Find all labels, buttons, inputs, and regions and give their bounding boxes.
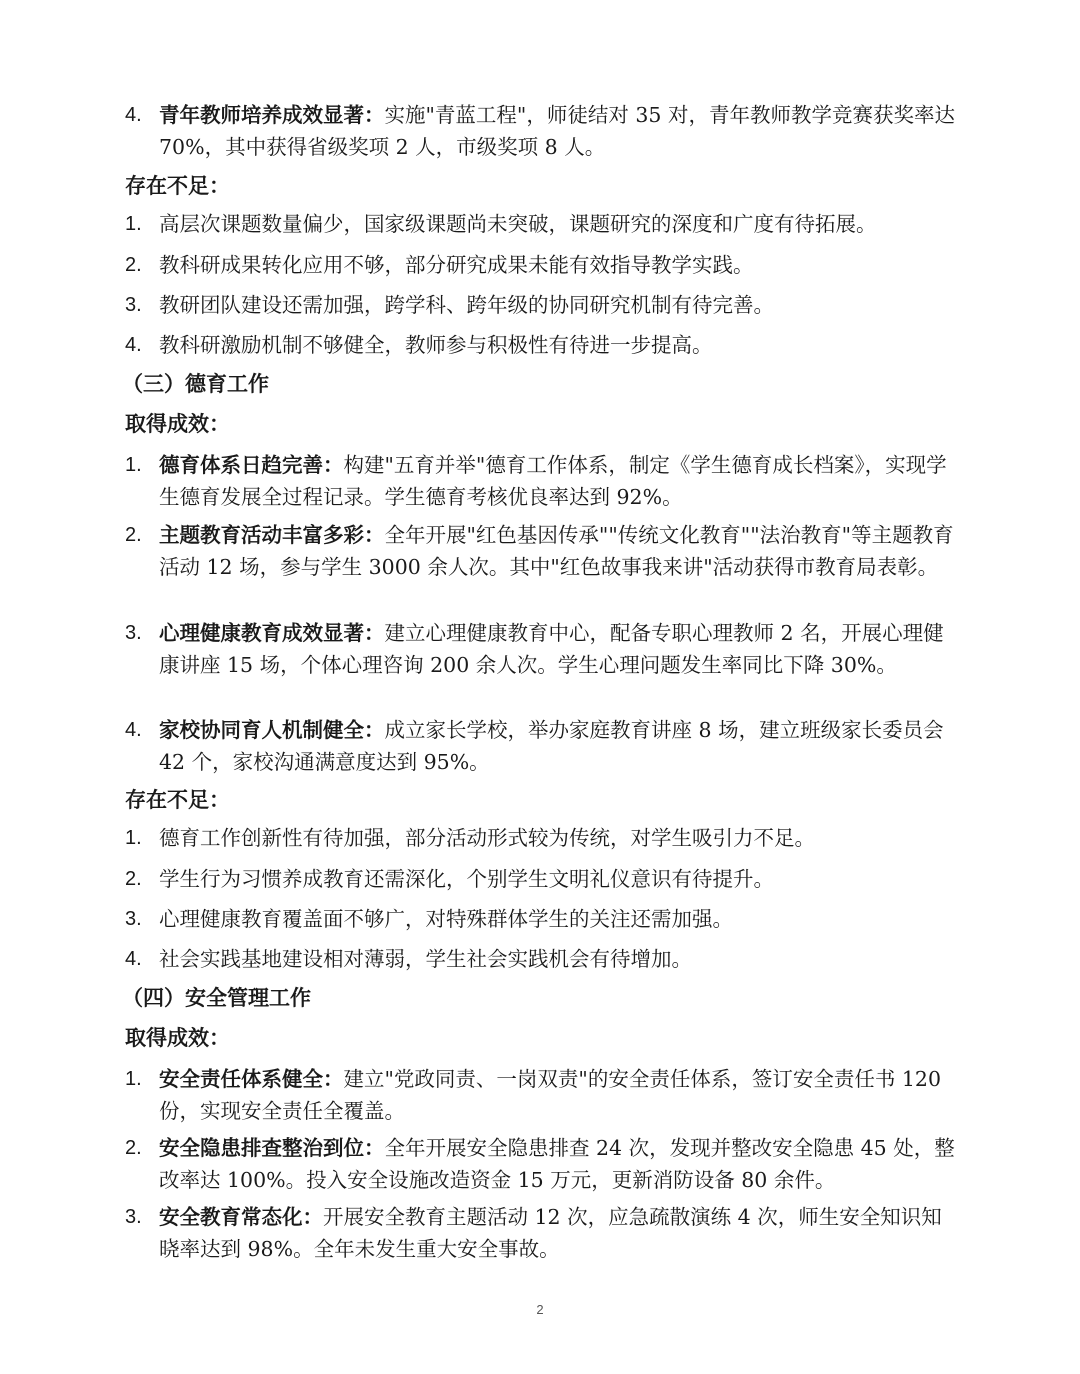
list-item [125,519,955,583]
list-item [125,329,955,361]
list-item [125,903,955,935]
list-number: 4. [125,334,142,356]
item-text: 构建"五育并举"德育工作体系，制定《学生德育成长档案》，实现学生德育发展全过程记录。学生德育考核优良率达到 92%。 [159,453,947,509]
item-lead: 德育体系日趋完善： [159,453,344,477]
list-number: 1. [125,213,142,235]
item-text: 全年开展"红色基因传承""传统文化教育""法治教育"等主题教育活动 12 场，参与学生 3000 余人次。其中"红色故事我来讲"活动获得市教育局表彰。 [159,523,954,579]
item-text: 德育工作创新性有待加强，部分活动形式较为传统，对学生吸引力不足。 [159,826,815,850]
list-number: 2. [125,254,142,276]
item-text: 学生行为习惯养成教育还需深化，个别学生文明礼仪意识有待提升。 [159,867,774,891]
list-item [125,208,955,240]
list-number: 2. [125,868,142,890]
list-number: 3. [125,1206,142,1228]
item-text: 实施"青蓝工程"，师徒结对 35 对，青年教师教学竞赛获奖率达 70%，其中获得省级奖项 2 人，市级奖项 8 人。 [159,103,955,159]
item-text: 全年开展安全隐患排查 24 次，发现并整改安全隐患 45 处，整改率达 100%。投入安全设施改造资金 15 万元，更新消防设备 80 余件。 [159,1136,955,1192]
list-number: 4. [125,948,142,970]
subheading-achievements: 取得成效： [125,1025,230,1050]
item-lead: 家校协同育人机制健全： [159,718,385,742]
list-number: 3. [125,622,142,644]
item-text: 社会实践基地建设相对薄弱，学生社会实践机会有待增加。 [159,947,692,971]
list-item [125,99,955,163]
list-item [125,249,955,281]
page-number: 2 [536,1302,544,1317]
item-text: 教研团队建设还需加强，跨学科、跨年级的协同研究机制有待完善。 [159,293,774,317]
list-number: 4. [125,104,142,126]
list-number: 1. [125,1068,142,1090]
item-lead: 安全责任体系健全： [159,1067,344,1091]
subheading-shortcomings: 存在不足： [125,787,230,812]
list-number: 4. [125,719,142,741]
list-number: 1. [125,454,142,476]
list-item [125,822,955,854]
section-title-safety-management: （四）安全管理工作 [122,985,311,1010]
list-item [125,863,955,895]
item-text: 教科研激励机制不够健全，教师参与积极性有待进一步提高。 [159,333,713,357]
subheading-achievements: 取得成效： [125,411,230,436]
item-text: 建立"党政同责、一岗双责"的安全责任体系，签订安全责任书 120 份，实现安全责任全覆盖。 [159,1067,942,1123]
item-text: 建立心理健康教育中心，配备专职心理教师 2 名，开展心理健康讲座 15 场，个体心理咨询 200 余人次。学生心理问题发生率同比下降 30%。 [159,621,944,677]
item-lead: 安全隐患排查整治到位： [159,1136,385,1160]
item-text: 高层次课题数量偏少，国家级课题尚未突破，课题研究的深度和广度有待拓展。 [159,212,877,236]
list-number: 2. [125,1137,142,1159]
subheading-shortcomings: 存在不足： [125,173,230,198]
item-lead: 安全教育常态化： [159,1205,323,1229]
item-text: 教科研成果转化应用不够，部分研究成果未能有效指导教学实践。 [159,253,754,277]
list-number: 1. [125,827,142,849]
list-item [125,617,955,681]
item-lead: 主题教育活动丰富多彩： [159,523,385,547]
item-lead: 青年教师培养成效显著： [159,103,385,127]
section-title-moral-education: （三）德育工作 [122,371,269,396]
list-item [125,1201,955,1265]
list-item [125,289,955,321]
item-lead: 心理健康教育成效显著： [159,621,385,645]
list-number: 2. [125,524,142,546]
list-item [125,1132,955,1196]
item-text: 开展安全教育主题活动 12 次，应急疏散演练 4 次，师生安全知识知晓率达到 98%。全年未发生重大安全事故。 [159,1205,942,1261]
list-number: 3. [125,294,142,316]
list-item [125,1063,955,1127]
item-text: 心理健康教育覆盖面不够广，对特殊群体学生的关注还需加强。 [159,907,733,931]
list-item [125,943,955,975]
item-text: 成立家长学校，举办家庭教育讲座 8 场，建立班级家长委员会 42 个，家校沟通满意度达到 95%。 [159,718,944,774]
list-item [125,714,955,778]
list-number: 3. [125,908,142,930]
list-item [125,449,955,513]
